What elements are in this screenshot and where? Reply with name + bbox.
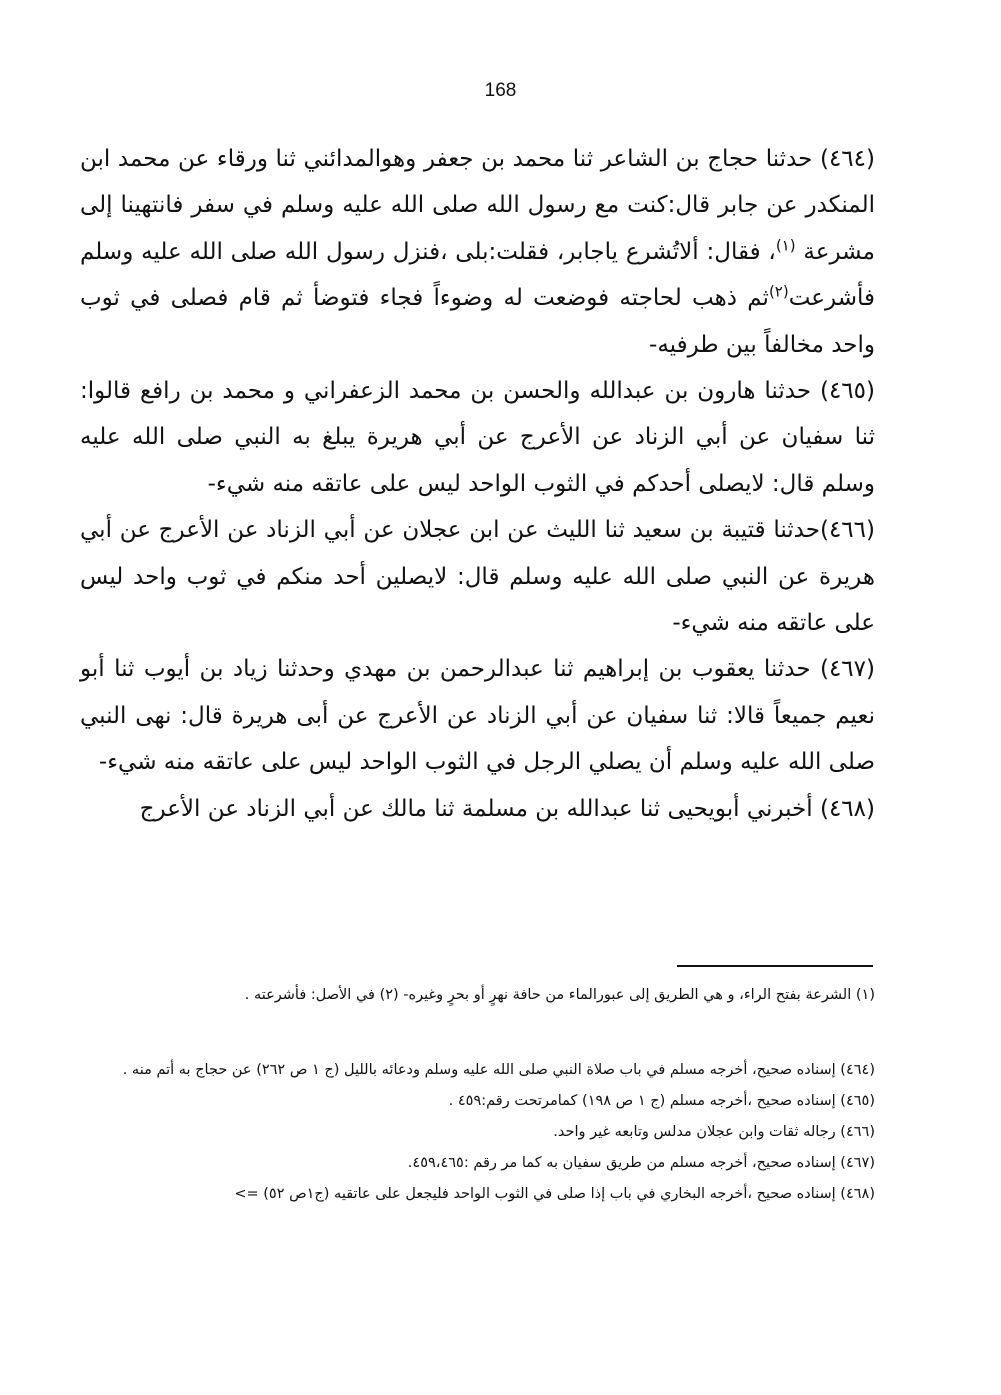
linguistic-footnotes: (١) الشرعة بفتح الراء، و هي الطريق إلى عبورالماء من حافة نهرٍ أو بحرٍ وغيره- (٢) في الأصل: فأشرعته . <box>244 987 875 1003</box>
hadith-464-text-a: (٤٦٤) حدثنا حجاج بن الشاعر ثنا محمد بن جعفر وهوالمدائني ثنا ورقاء عن محمد ابن المنكدر عن جابر قال:كنت مع رسول الله صلى الله عليه وسلم في سفر فانتهينا إلى مشرعة <box>80 146 875 265</box>
hadith-467-paragraph: (٤٦٧) حدثنا يعقوب بن إبراهيم ثنا عبدالرحمن بن مهدي وحدثنا زياد بن أيوب ثنا أبو نعيم جميعاً قالا: ثنا سفيان عن أبي الزناد عن الأعرج عن أبى هريرة قال: نهى النبي صلى الله عليه وسلم أن يصلي الرجل في الثوب الواحد ليس على عاتقه منه شيء- <box>80 656 875 776</box>
hadith-468-paragraph: (٤٦٨) أخبرني أبويحيى ثنا عبدالله بن مسلمة ثنا مالك عن أبي الزناد عن الأعرج <box>139 795 875 822</box>
hadith-466-paragraph: (٤٦٦)حدثنا قتيبة بن سعيد ثنا الليث عن ابن عجلان عن أبي الزناد عن الأعرج عن أبي هريرة عن النبي صلى الله عليه وسلم قال: لايصلين أحد منكم في ثوب واحد ليس على عاتقه منه شيء- <box>80 517 875 637</box>
footnote-ref-2: (٢) <box>768 282 789 301</box>
takhrij-footnotes <box>80 1055 875 1210</box>
takhrij-465: (٤٦٥) إسناده صحيح ،أخرجه مسلم (ج ١ ص ١٩٨) كمامرتحت رقم:٤٥٩ . <box>448 1093 875 1109</box>
page-number: 168 <box>484 80 517 101</box>
footnote-separator <box>677 965 873 967</box>
hadith-465-paragraph: (٤٦٥) حدثنا هارون بن عبدالله والحسن بن محمد الزعفراني و محمد بن رافع قالوا: ثنا سفيان عن أبي الزناد عن الأعرج عن أبي هريرة يبلغ به النبي صلى الله عليه وسلم قال: لايصلى أحدكم في الثوب الواحد ليس على عاتقه منه شيء- <box>80 378 875 497</box>
hadith-464-text-b: ، فقال: ألاتُشرع ياجابر، فقلت:بلى ،فنزل رسول الله صلى الله عليه وسلم فأشرعت <box>80 238 875 312</box>
footnote-ref-1: (١) <box>775 236 796 255</box>
hadith-464-paragraph <box>80 136 875 368</box>
takhrij-464: (٤٦٤) إسناده صحيح، أخرجه مسلم في باب صلاة النبي صلى الله عليه وسلم ودعائه بالليل (ج ١ ص ٢٦٢) عن حجاج به أتم منه . <box>122 1062 875 1078</box>
takhrij-468: (٤٦٨) إسناده صحيح ،أخرجه البخاري في باب إذا صلى في الثوب الواحد فليجعل على عاتقيه (ج١ص ٥٢) => <box>234 1186 875 1202</box>
main-text <box>80 136 875 832</box>
takhrij-466: (٤٦٦) رجاله ثقات وابن عجلان مدلس وتابعه غير واحد. <box>553 1124 875 1140</box>
takhrij-467: (٤٦٧) إسناده صحيح، أخرجه مسلم من طريق سفيان به كما مر رقم :٤٥٩،٤٦٥. <box>407 1155 875 1171</box>
hadith-464-text-c: ثم ذهب لحاجته فوضعت له وضوءاً فجاء فتوضأ ثم قام فصلى في ثوب واحد مخالفاً بين طرفيه- <box>80 285 875 358</box>
